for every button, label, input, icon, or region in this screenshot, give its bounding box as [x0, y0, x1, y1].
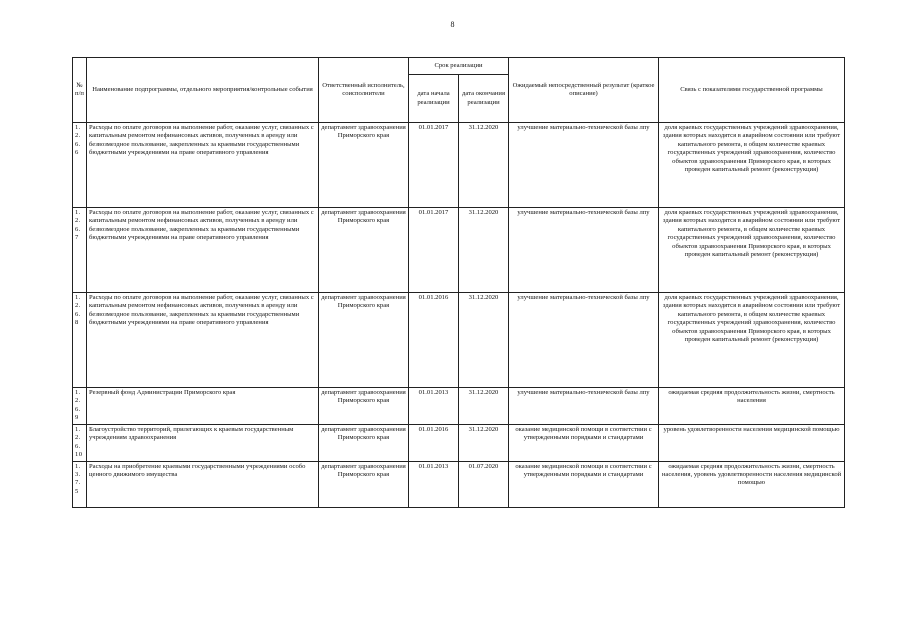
header-result: Ожидаемый непосредственный результат (краткое описание): [509, 58, 659, 123]
header-name: Наименование подпрограммы, отдельного мероприятия/контрольные события: [87, 58, 319, 123]
row-name: Расходы по оплате договоров на выполнение работ, оказание услуг, связанных с капитальным ремонтом нефинансовых активов, полученных в аренду или безвозмездное пользование, закрепленных за краевыми государственными бюджетными учреждениями на праве оперативного управления: [87, 123, 319, 208]
row-number: 1.3.7.5: [73, 461, 87, 507]
row-program-link: уровень удовлетворенности населения медицинской помощью: [659, 424, 845, 461]
table-row: [73, 388, 845, 425]
row-number: 1.2.6.10: [73, 424, 87, 461]
row-end-date: 01.07.2020: [459, 461, 509, 507]
row-end-date: 31.12.2020: [459, 424, 509, 461]
row-start-date: 01.01.2013: [409, 388, 459, 425]
row-start-date: 01.01.2017: [409, 208, 459, 293]
row-name: Резервный фонд Администрации Приморского края: [87, 388, 319, 425]
row-name: Расходы по оплате договоров на выполнение работ, оказание услуг, связанных с капитальным ремонтом нефинансовых активов, полученных в аренду или безвозмездное пользование, закрепленных за краевыми государственными бюджетными учреждениями на праве оперативного управления: [87, 293, 319, 388]
row-number: 1.2.6.8: [73, 293, 87, 388]
row-end-date: 31.12.2020: [459, 293, 509, 388]
row-program-link: доля краевых государственных учреждений здравоохранения, здания которых находятся в аварийном состоянии или требуют капитального ремонта, в общем количестве краевых государственных учреждений здравоохранения, количество объектов здравоохранения Приморского края, в которых проведен капитальный ремонт (реконструкция): [659, 208, 845, 293]
row-executor: департамент здравоохранения Приморского края: [319, 293, 409, 388]
row-executor: департамент здравоохранения Приморского края: [319, 208, 409, 293]
row-program-link: доля краевых государственных учреждений здравоохранения, здания которых находятся в аварийном состоянии или требуют капитального ремонта, в общем количестве краевых государственных учреждений здравоохранения, количество объектов здравоохранения Приморского края, в которых проведен капитальный ремонт (реконструкция): [659, 123, 845, 208]
row-result: улучшение материально-технической базы лпу: [509, 293, 659, 388]
row-executor: департамент здравоохранения Приморского края: [319, 123, 409, 208]
row-number: 1.2.6.9: [73, 388, 87, 425]
row-program-link: ожидаемая средняя продолжительность жизни, смертность населения, уровень удовлетворенности населения медицинской помощью: [659, 461, 845, 507]
header-executor: Ответственный исполнитель, соисполнители: [319, 58, 409, 123]
table-row: [73, 208, 845, 293]
row-end-date: 31.12.2020: [459, 388, 509, 425]
row-result: оказание медицинской помощи в соответствии с утвержденными порядками и стандартами: [509, 424, 659, 461]
row-start-date: 01.01.2016: [409, 424, 459, 461]
row-executor: департамент здравоохранения Приморского края: [319, 388, 409, 425]
row-end-date: 31.12.2020: [459, 123, 509, 208]
table-row: [73, 123, 845, 208]
row-result: улучшение материально-технической базы лпу: [509, 208, 659, 293]
header-program-link: Связь с показателями государственной программы: [659, 58, 845, 123]
row-result: улучшение материально-технической базы лпу: [509, 388, 659, 425]
row-program-link: доля краевых государственных учреждений здравоохранения, здания которых находятся в аварийном состоянии или требуют капитального ремонта, в общем количестве краевых государственных учреждений здравоохранения, количество объектов здравоохранения Приморского края, в которых проведен капитальный ремонт (реконструкция): [659, 293, 845, 388]
row-executor: департамент здравоохранения Приморского края: [319, 461, 409, 507]
row-result: оказание медицинской помощи в соответствии с утвержденными порядками и стандартами: [509, 461, 659, 507]
row-end-date: 31.12.2020: [459, 208, 509, 293]
table-row: [73, 461, 845, 507]
header-number: № п/п: [73, 58, 87, 123]
row-number: 1.2.6.6: [73, 123, 87, 208]
header-start-date: дата начала реализации: [409, 75, 459, 123]
row-name: Расходы на приобретение краевыми государственными учреждениями особо ценного движимого имущества: [87, 461, 319, 507]
table-row: [73, 293, 845, 388]
row-program-link: ожидаемая средняя продолжительность жизни, смертность населения: [659, 388, 845, 425]
row-result: улучшение материально-технической базы лпу: [509, 123, 659, 208]
program-activities-table: [72, 57, 845, 508]
page-number: 8: [450, 20, 455, 29]
row-name: Расходы по оплате договоров на выполнение работ, оказание услуг, связанных с капитальным ремонтом нефинансовых активов, полученных в аренду или безвозмездное пользование, закрепленных за краевыми государственными бюджетными учреждениями на праве оперативного управления: [87, 208, 319, 293]
row-executor: департамент здравоохранения Приморского края: [319, 424, 409, 461]
header-period: Срок реализации: [409, 58, 509, 75]
row-name: Благоустройство территорий, прилегающих к краевым государственным учреждениям здравоохранения: [87, 424, 319, 461]
row-start-date: 01.01.2013: [409, 461, 459, 507]
row-start-date: 01.01.2017: [409, 123, 459, 208]
table-row: [73, 424, 845, 461]
row-number: 1.2.6.7: [73, 208, 87, 293]
row-start-date: 01.01.2016: [409, 293, 459, 388]
header-end-date: дата окончания реализации: [459, 75, 509, 123]
